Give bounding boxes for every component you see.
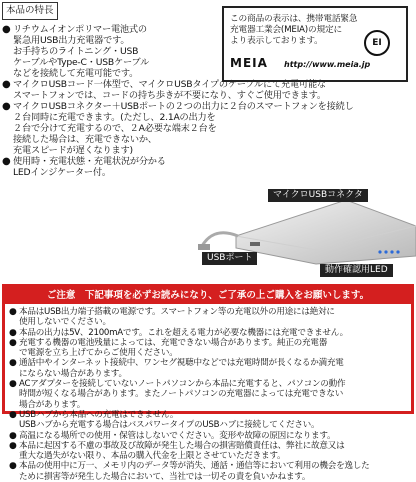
caution-item: ● USBハブから本品への充電はできません。 USBハブから充電する場合はバスパワータイプのUSBハブに接続してください。 [9,409,320,431]
features-title: 本品の特長 [2,2,58,20]
feature-item: ● マイクロUSBコネクター＋USBポートの２つの出力に２台のスマートフォンを接続し ２台同時に充電できます。(ただし、2.1Aの出力を ２台で分けて充電するので、２A必要な端末２台を 接続した場合は、充電できないか、 充電スピードが遅くなります) [2,101,354,156]
caution-item: ● 本品の出力は5V、2100mAです。これを超える電力が必要な機器には充電できません。 [9,327,348,338]
caution-item: ● 充電する機器の電池残量によっては、充電できない場合があります。純正の充電器 で電源を立ち上げてからご使用ください。 [9,337,328,359]
meia-logo: MEIA [230,56,268,70]
meia-url: http://www.meia.jp [284,60,371,69]
caution-item: ● 通話中やインターネット接続中、ワンセグ視聴中などでは充電時間が長くなるか満充電 にならない場合があります。 [9,358,344,379]
caution-list [9,307,407,482]
bullet-icon: ● [9,358,17,369]
bullet-icon: ● [9,430,17,441]
feature-item: ● リチウムイオンポリマー電池式の 緊急用USB出力充電器です。 お手持ちのライトニング・USB ケーブルやType-C・USBケーブル などを接続して充電可能です。 [2,24,150,79]
micro-usb-connector-label: マイクロUSBコネクタ [268,189,368,202]
bullet-icon: ● [2,101,11,112]
bullet-icon: ● [9,379,17,390]
caution-item: ● 本品の使用中に万一、メモリ内のデータ等が消失、通話・通信等において利用の機会を逸した ために損害等が発生した場合において、当社では一切その責を負いかねます。 [9,461,370,482]
ei-certification-mark: EI [364,30,390,56]
usb-port-label: USBポート [202,252,257,265]
meia-notice [222,6,408,82]
feature-item: ● マイクロUSBコード一体型で、マイクロUSBタイプのケーブルにて充電可能な スマートフォンでは、コードの持ち歩きが不要になり、すぐご使用できます。 [2,79,326,101]
bullet-icon: ● [9,409,17,420]
feature-item: ● 使用時・充電状態・充電状況が分かる LEDインジケーター付。 [2,156,166,178]
bullet-icon: ● [9,327,17,338]
bullet-icon: ● [9,440,17,451]
led-label: 動作確認用LED [320,264,393,277]
bullet-icon: ● [2,79,11,90]
bullet-icon: ● [2,156,11,167]
bullet-icon: ● [2,24,11,35]
caution-heading: ご注意 下記事項を必ずお読みになり、ご了承の上ご購入をお願いします。 [5,287,411,304]
caution-item: ● 高温になる場所での使用・保管はしないでください。変形や故障の原因になります。 [9,430,336,441]
caution-box [2,284,414,482]
caution-item: ● 本品に起因する不慮の事故及び故障が発生した場合の損害賠償責任は、弊社に故意又は 重大な過失がない限り、本品の購入代金を上限とさせていただきます。 [9,440,345,462]
bullet-icon: ● [9,337,17,348]
bullet-icon: ● [9,461,17,472]
caution-item: ● ACアダプターを接続していないノートパソコンから本品に充電すると、パソコンの動作 時間が短くなる場合があります。またノートパソコンの充電器によっては充電できない 場合があります。 [9,379,346,410]
bullet-icon: ● [9,307,17,317]
meia-notice-text: この商品の表示は、携帯電話緊急 充電器工業会(MEIA)の規定に より表示しております。 [230,14,358,46]
caution-item: ● 本品はUSB出力端子搭載の電源です。スマートフォン等の充電以外の用途には絶対に 使用しないでください。 [9,307,335,328]
